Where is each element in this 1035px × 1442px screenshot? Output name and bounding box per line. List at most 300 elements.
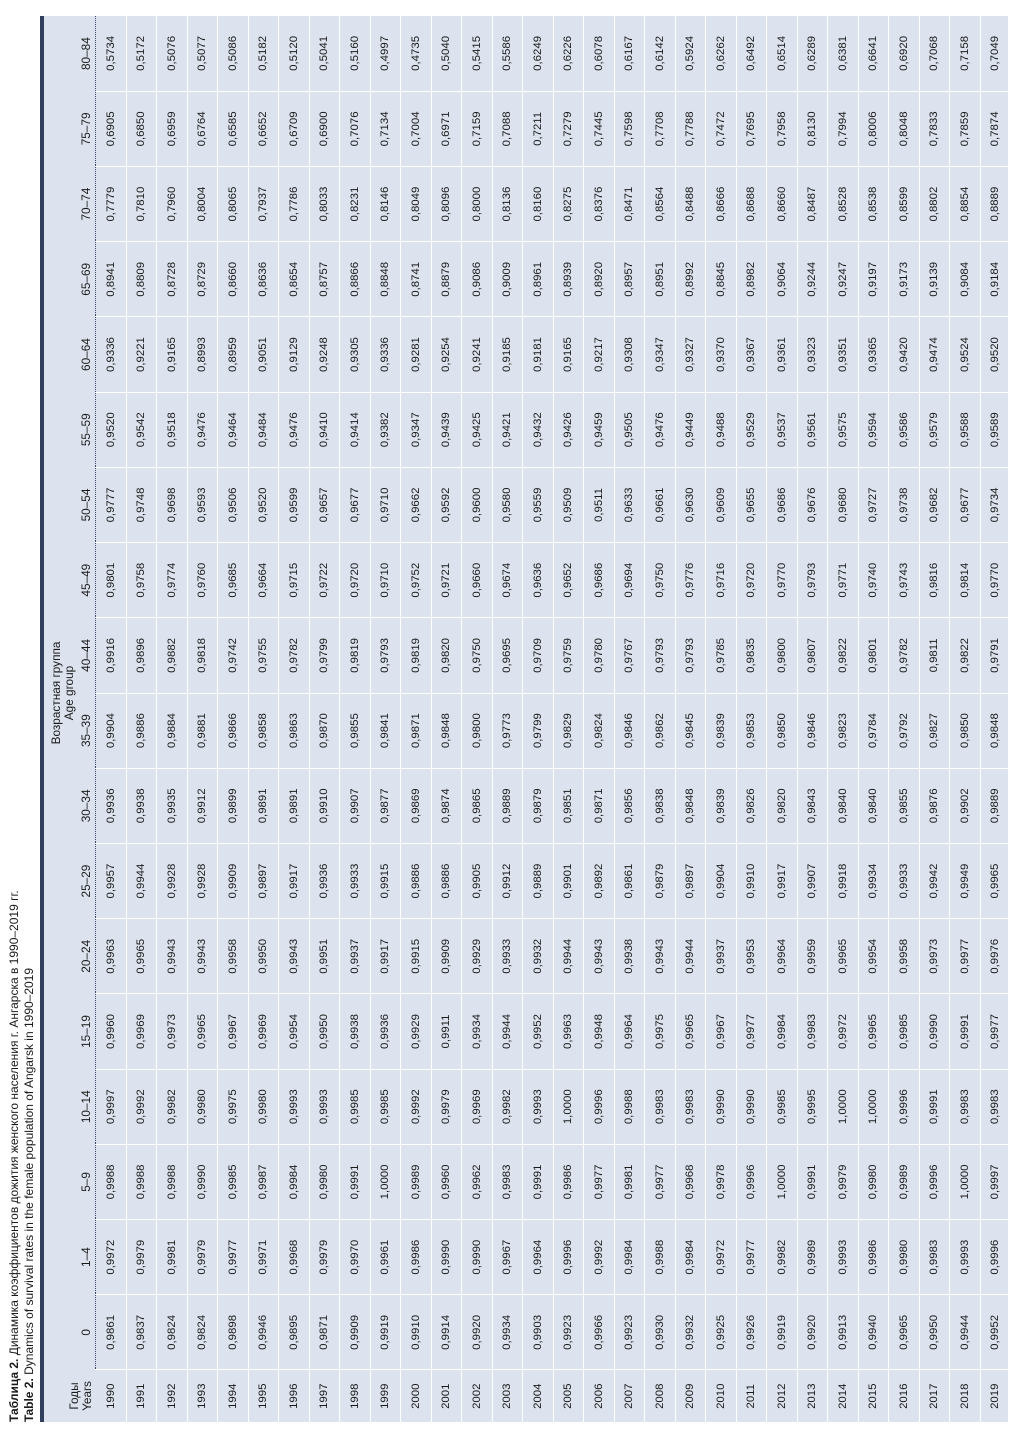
survival-rate-cell: 0,9869	[401, 768, 432, 843]
survival-rate-cell: 0,9938	[126, 768, 157, 843]
survival-rate-cell: 0,6764	[187, 91, 218, 166]
year-cell: 1990	[96, 1370, 127, 1422]
table-caption-en	[22, 968, 36, 1422]
survival-rate-cell: 0,9946	[248, 1295, 279, 1370]
survival-rate-cell: 0,9990	[187, 1144, 218, 1219]
survival-rate-cell: 0,7937	[248, 167, 279, 242]
survival-rate-cell: 0,9936	[96, 768, 127, 843]
survival-rate-cell: 0,9977	[218, 1220, 249, 1295]
survival-rate-cell: 0,9826	[736, 768, 767, 843]
survival-rate-cell: 0,9837	[126, 1295, 157, 1370]
survival-rate-cell: 0,9979	[187, 1220, 218, 1295]
year-cell: 2014	[828, 1370, 859, 1422]
survival-rate-cell: 0,9929	[401, 994, 432, 1069]
survival-rate-cell: 0,6585	[218, 91, 249, 166]
survival-rate-cell: 0,9990	[736, 1069, 767, 1144]
survival-rate-cell: 0,9997	[980, 1144, 1011, 1219]
survival-rate-cell: 0,9734	[980, 467, 1011, 542]
survival-rate-cell: 0,9780	[584, 618, 615, 693]
survival-rate-cell: 0,9051	[248, 317, 279, 392]
survival-rate-cell: 0,9950	[309, 994, 340, 1069]
survival-rate-cell: 0,9773	[492, 693, 523, 768]
survival-rate-cell: 0,9586	[889, 392, 920, 467]
survival-rate-cell: 0,9991	[523, 1144, 554, 1219]
survival-rate-cell: 0,9710	[370, 467, 401, 542]
survival-rate-cell: 0,9848	[431, 693, 462, 768]
survival-rate-cell: 0,9962	[462, 1144, 493, 1219]
year-cell: 2002	[462, 1370, 493, 1422]
survival-rate-cell: 0,9770	[767, 543, 798, 618]
survival-rate-cell: 0,9989	[797, 1220, 828, 1295]
survival-rate-cell: 0,9967	[706, 994, 737, 1069]
survival-rate-cell: 0,9963	[553, 994, 584, 1069]
survival-rate-cell: 0,9988	[157, 1144, 188, 1219]
survival-rate-cell: 0,6249	[523, 16, 554, 91]
survival-rate-cell: 0,8006	[858, 91, 889, 166]
survival-rate-cell: 0,9785	[706, 618, 737, 693]
survival-rate-cell: 0,9990	[462, 1220, 493, 1295]
survival-rate-cell: 0,7279	[553, 91, 584, 166]
survival-rate-cell: 0,9721	[431, 543, 462, 618]
survival-rate-cell: 0,9940	[858, 1295, 889, 1370]
survival-rate-cell: 0,7958	[767, 91, 798, 166]
survival-rate-cell: 0,9991	[797, 1144, 828, 1219]
survival-rate-cell: 0,8941	[96, 242, 127, 317]
survival-rate-cell: 0,9561	[797, 392, 828, 467]
survival-rate-cell: 0,9758	[126, 543, 157, 618]
year-cell: 1992	[157, 1370, 188, 1422]
survival-rate-cell: 0,9952	[980, 1295, 1011, 1370]
survival-rate-cell: 0,9965	[126, 919, 157, 994]
survival-rate-cell: 0,9848	[980, 693, 1011, 768]
age-group-col-header: 20–24	[77, 919, 96, 994]
table-row	[980, 16, 1011, 1422]
survival-rate-cell: 0,9983	[950, 1069, 981, 1144]
survival-rate-cell: 0,9933	[340, 843, 371, 918]
survival-rate-cell: 0,9925	[706, 1295, 737, 1370]
survival-rate-cell: 0,9969	[126, 994, 157, 1069]
table-row	[370, 16, 401, 1422]
survival-rate-cell: 0,9987	[248, 1144, 279, 1219]
table-row	[858, 16, 889, 1422]
survival-rate-cell: 0,8376	[584, 167, 615, 242]
survival-rate-cell: 0,9524	[950, 317, 981, 392]
age-group-header-en: Age group	[62, 665, 76, 721]
survival-rate-cell: 0,9979	[309, 1220, 340, 1295]
survival-rate-cell: 0,9863	[279, 693, 310, 768]
survival-rate-cell: 0,6514	[767, 16, 798, 91]
survival-rate-cell: 0,9410	[309, 392, 340, 467]
survival-rate-cell: 0,8961	[523, 242, 554, 317]
survival-rate-cell: 0,6078	[584, 16, 615, 91]
survival-rate-cell: 0,9633	[614, 467, 645, 542]
survival-rate-cell: 0,9986	[401, 1220, 432, 1295]
caption-ru-label: Таблица 2.	[7, 1358, 21, 1422]
survival-rate-cell: 0,9996	[919, 1144, 950, 1219]
survival-rate-cell: 0,9520	[248, 467, 279, 542]
survival-rate-cell: 1,0000	[553, 1069, 584, 1144]
table-row	[279, 16, 310, 1422]
survival-rate-cell: 0,9876	[919, 768, 950, 843]
survival-rate-cell: 0,9996	[889, 1069, 920, 1144]
survival-rate-cell: 0,9965	[828, 919, 859, 994]
table-row	[828, 16, 859, 1422]
survival-rate-cell: 0,9281	[401, 317, 432, 392]
year-cell: 2003	[492, 1370, 523, 1422]
survival-rate-cell: 0,5041	[309, 16, 340, 91]
survival-rate-cell: 0,9967	[492, 1220, 523, 1295]
survival-rate-cell: 0,9988	[645, 1220, 676, 1295]
survival-rate-cell: 0,5160	[340, 16, 371, 91]
survival-rate-cell: 0,5086	[218, 16, 249, 91]
survival-rate-cell: 0,9793	[645, 618, 676, 693]
survival-rate-cell: 0,9820	[431, 618, 462, 693]
survival-rate-cell: 0,9938	[614, 919, 645, 994]
survival-rate-cell: 0,9884	[157, 693, 188, 768]
year-cell: 2011	[736, 1370, 767, 1422]
survival-rate-cell: 0,9965	[675, 994, 706, 1069]
survival-rate-cell: 0,8957	[614, 242, 645, 317]
survival-rate-cell: 0,9961	[370, 1220, 401, 1295]
survival-rate-cell: 0,8471	[614, 167, 645, 242]
survival-rate-cell: 0,9919	[767, 1295, 798, 1370]
survival-rate-cell: 0,9748	[126, 467, 157, 542]
survival-rate-cell: 0,8049	[401, 167, 432, 242]
survival-rate-cell: 0,9975	[645, 994, 676, 1069]
survival-rate-cell: 0,9685	[218, 543, 249, 618]
survival-rate-cell: 0,9954	[279, 994, 310, 1069]
survival-rate-cell: 0,8741	[401, 242, 432, 317]
survival-rate-cell: 0,9881	[187, 693, 218, 768]
year-cell: 2000	[401, 1370, 432, 1422]
survival-rate-cell: 0,4735	[401, 16, 432, 91]
survival-rate-cell: 0,9822	[950, 618, 981, 693]
survival-rate-cell: 0,9818	[187, 618, 218, 693]
survival-rate-cell: 0,9969	[248, 994, 279, 1069]
table-row	[767, 16, 798, 1422]
survival-rate-cell: 0,9686	[584, 543, 615, 618]
year-cell: 1997	[309, 1370, 340, 1422]
survival-rate-cell: 0,9993	[309, 1069, 340, 1144]
year-cell: 1993	[187, 1370, 218, 1422]
survival-rate-cell: 0,9990	[431, 1220, 462, 1295]
survival-rate-cell: 0,9750	[462, 618, 493, 693]
survival-rate-cell: 0,9929	[462, 919, 493, 994]
age-group-header-ru: Возрастная группа	[49, 641, 63, 745]
survival-rate-cell: 0,9996	[584, 1069, 615, 1144]
year-cell: 1998	[340, 1370, 371, 1422]
survival-rate-cell: 0,9932	[675, 1295, 706, 1370]
survival-rate-cell: 0,9838	[645, 768, 676, 843]
year-cell: 2010	[706, 1370, 737, 1422]
survival-rate-cell: 0,8654	[279, 242, 310, 317]
year-cell: 2019	[980, 1370, 1011, 1422]
survival-table-container	[40, 16, 1008, 1422]
survival-rate-cell: 0,9983	[675, 1069, 706, 1144]
survival-rate-cell: 0,9720	[736, 543, 767, 618]
survival-rate-cell: 0,9989	[401, 1144, 432, 1219]
survival-rate-cell: 0,9677	[340, 467, 371, 542]
survival-rate-cell: 0,9593	[187, 467, 218, 542]
survival-rate-cell: 0,9984	[614, 1220, 645, 1295]
survival-rate-cell: 0,9421	[492, 392, 523, 467]
survival-rate-cell: 0,7788	[675, 91, 706, 166]
year-cell: 2006	[584, 1370, 615, 1422]
survival-rate-cell: 0,9676	[797, 467, 828, 542]
survival-rate-cell: 0,9221	[126, 317, 157, 392]
survival-rate-cell: 0,9989	[889, 1144, 920, 1219]
year-cell: 2009	[675, 1370, 706, 1422]
survival-rate-cell: 0,9800	[462, 693, 493, 768]
survival-rate-cell: 0,9892	[584, 843, 615, 918]
survival-rate-cell: 0,9086	[462, 242, 493, 317]
year-cell: 1996	[279, 1370, 310, 1422]
year-cell: 2013	[797, 1370, 828, 1422]
table-row	[584, 16, 615, 1422]
age-group-col-header: 55–59	[77, 392, 96, 467]
survival-rate-cell: 0,9197	[858, 242, 889, 317]
survival-rate-cell: 0,9750	[645, 543, 676, 618]
survival-rate-cell: 0,9600	[462, 467, 493, 542]
survival-rate-cell: 0,9968	[279, 1220, 310, 1295]
survival-rate-cell: 0,9992	[584, 1220, 615, 1295]
survival-rate-cell: 0,9904	[96, 693, 127, 768]
survival-rate-cell: 0,9975	[218, 1069, 249, 1144]
survival-rate-cell: 0,9934	[492, 1295, 523, 1370]
survival-rate-cell: 0,9760	[187, 543, 218, 618]
survival-rate-cell: 0,9912	[492, 843, 523, 918]
survival-rate-cell: 0,5040	[431, 16, 462, 91]
table-caption-ru	[7, 890, 21, 1422]
survival-rate-cell: 0,9909	[218, 843, 249, 918]
survival-rate-cell: 0,6381	[828, 16, 859, 91]
survival-rate-cell: 0,9336	[370, 317, 401, 392]
survival-rate-cell: 0,4997	[370, 16, 401, 91]
survival-rate-cell: 0,9484	[248, 392, 279, 467]
table-row	[309, 16, 340, 1422]
survival-rate-cell: 0,7076	[340, 91, 371, 166]
survival-rate-cell: 1,0000	[767, 1144, 798, 1219]
survival-rate-cell: 0,9874	[431, 768, 462, 843]
survival-rate-cell: 0,8231	[340, 167, 371, 242]
survival-rate-cell: 0,8048	[889, 91, 920, 166]
survival-rate-cell: 0,9977	[736, 994, 767, 1069]
survival-rate-cell: 0,9985	[370, 1069, 401, 1144]
survival-rate-cell: 0,9871	[309, 1295, 340, 1370]
age-group-col-header: 75–79	[77, 91, 96, 166]
survival-rate-cell: 0,9636	[523, 543, 554, 618]
survival-rate-cell: 0,9217	[584, 317, 615, 392]
survival-rate-cell: 0,9923	[553, 1295, 584, 1370]
survival-rate-cell: 0,6920	[889, 16, 920, 91]
survival-rate-cell: 0,7833	[919, 91, 950, 166]
survival-rate-cell: 0,9917	[279, 843, 310, 918]
survival-rate-cell: 0,9846	[797, 693, 828, 768]
survival-rate-cell: 0,5924	[675, 16, 706, 91]
survival-rate-cell: 0,9889	[492, 768, 523, 843]
survival-rate-cell: 0,9843	[797, 768, 828, 843]
survival-rate-cell: 0,8033	[309, 167, 340, 242]
survival-rate-cell: 0,9902	[950, 768, 981, 843]
survival-rate-cell: 0,8939	[553, 242, 584, 317]
survival-rate-cell: 0,9979	[828, 1144, 859, 1219]
survival-rate-cell: 0,9819	[340, 618, 371, 693]
survival-rate-cell: 0,7960	[157, 167, 188, 242]
survival-rate-cell: 0,9976	[980, 919, 1011, 994]
survival-rate-cell: 0,9973	[157, 994, 188, 1069]
survival-rate-cell: 0,8275	[553, 167, 584, 242]
survival-rate-cell: 0,9960	[431, 1144, 462, 1219]
age-group-col-header: 25–29	[77, 843, 96, 918]
survival-rate-cell: 0,9977	[584, 1144, 615, 1219]
age-group-row	[77, 16, 96, 1422]
survival-rate-cell: 0,9891	[279, 768, 310, 843]
survival-rate-cell: 0,7779	[96, 167, 127, 242]
survival-rate-cell: 0,9771	[828, 543, 859, 618]
survival-rate-cell: 0,9993	[828, 1220, 859, 1295]
survival-rate-cell: 0,8487	[797, 167, 828, 242]
year-cell: 2004	[523, 1370, 554, 1422]
survival-rate-cell: 0,9891	[248, 768, 279, 843]
survival-rate-cell: 0,9969	[462, 1069, 493, 1144]
table-row	[187, 16, 218, 1422]
survival-rate-cell: 0,9752	[401, 543, 432, 618]
survival-rate-cell: 0,9990	[919, 994, 950, 1069]
survival-rate-cell: 0,9829	[553, 693, 584, 768]
survival-rate-cell: 0,9793	[370, 618, 401, 693]
survival-rate-cell: 0,9980	[889, 1220, 920, 1295]
survival-rate-cell: 0,9459	[584, 392, 615, 467]
survival-rate-cell: 0,9928	[187, 843, 218, 918]
survival-rate-cell: 0,9248	[309, 317, 340, 392]
survival-rate-cell: 0,9923	[614, 1295, 645, 1370]
survival-rate-cell: 0,6142	[645, 16, 676, 91]
survival-rate-cell: 0,9784	[858, 693, 889, 768]
survival-rate-cell: 0,8488	[675, 167, 706, 242]
survival-rate-cell: 0,9988	[614, 1069, 645, 1144]
survival-rate-cell: 0,9511	[584, 467, 615, 542]
survival-rate-cell: 0,9589	[980, 392, 1011, 467]
survival-rate-cell: 0,8538	[858, 167, 889, 242]
table-row	[492, 16, 523, 1422]
survival-rate-cell: 0,5182	[248, 16, 279, 91]
age-group-col-header: 10–14	[77, 1069, 96, 1144]
survival-rate-cell: 0,9948	[584, 994, 615, 1069]
survival-rate-cell: 0,8160	[523, 167, 554, 242]
caption-en-label: Table 2.	[22, 1378, 36, 1422]
survival-rate-cell: 0,5586	[492, 16, 523, 91]
age-group-col-header: 5–9	[77, 1144, 96, 1219]
survival-rate-cell: 0,9505	[614, 392, 645, 467]
survival-rate-cell: 0,6167	[614, 16, 645, 91]
survival-rate-cell: 0,7134	[370, 91, 401, 166]
survival-rate-cell: 0,9970	[340, 1220, 371, 1295]
survival-rate-cell: 0,9652	[553, 543, 584, 618]
table-row	[157, 16, 188, 1422]
survival-rate-cell: 0,8660	[767, 167, 798, 242]
survival-rate-cell: 0,9630	[675, 467, 706, 542]
survival-rate-cell: 0,9743	[889, 543, 920, 618]
survival-rate-cell: 0,7049	[980, 16, 1011, 91]
survival-rate-cell: 0,9984	[675, 1220, 706, 1295]
survival-rate-cell: 0,9799	[523, 693, 554, 768]
survival-rate-cell: 0,9824	[157, 1295, 188, 1370]
survival-rate-cell: 0,5120	[279, 16, 310, 91]
survival-rate-cell: 0,9865	[462, 768, 493, 843]
survival-rate-cell: 0,9254	[431, 317, 462, 392]
survival-rate-cell: 0,9988	[126, 1144, 157, 1219]
survival-rate-cell: 0,9909	[431, 919, 462, 994]
survival-rate-cell: 0,9184	[980, 242, 1011, 317]
survival-rate-cell: 0,9943	[157, 919, 188, 994]
survival-rate-cell: 0,7088	[492, 91, 523, 166]
survival-rate-cell: 0,9995	[797, 1069, 828, 1144]
survival-rate-cell: 0,9944	[950, 1295, 981, 1370]
survival-rate-cell: 0,9968	[675, 1144, 706, 1219]
survival-rate-cell: 0,9951	[309, 919, 340, 994]
survival-rate-cell: 0,9980	[187, 1069, 218, 1144]
survival-rate-cell: 1,0000	[950, 1144, 981, 1219]
survival-rate-cell: 0,9943	[279, 919, 310, 994]
survival-rate-cell: 0,9811	[919, 618, 950, 693]
survival-rate-cell: 0,9909	[340, 1295, 371, 1370]
survival-rate-cell: 0,9351	[828, 317, 859, 392]
table-row	[96, 16, 127, 1422]
survival-rate-cell: 0,9361	[767, 317, 798, 392]
survival-rate-cell: 0,9910	[736, 843, 767, 918]
survival-rate-cell: 0,9896	[126, 618, 157, 693]
survival-rate-cell: 1,0000	[370, 1144, 401, 1219]
survival-rate-cell: 0,9181	[523, 317, 554, 392]
survival-rate-cell: 0,9871	[584, 768, 615, 843]
survival-rate-cell: 0,9824	[584, 693, 615, 768]
survival-rate-cell: 0,9839	[706, 768, 737, 843]
age-group-col-header: 30–34	[77, 768, 96, 843]
survival-rate-cell: 0,9727	[858, 467, 889, 542]
survival-rate-cell: 0,9853	[736, 693, 767, 768]
survival-rate-cell: 0,9575	[828, 392, 859, 467]
survival-rate-cell: 0,9793	[797, 543, 828, 618]
survival-rate-cell: 0,9129	[279, 317, 310, 392]
survival-rate-cell: 0,9655	[736, 467, 767, 542]
survival-rate-cell: 0,8728	[157, 242, 188, 317]
survival-rate-cell: 0,9889	[523, 843, 554, 918]
survival-rate-cell: 0,9934	[462, 994, 493, 1069]
survival-rate-cell: 0,9949	[950, 843, 981, 918]
table-row	[797, 16, 828, 1422]
survival-rate-cell: 0,9420	[889, 317, 920, 392]
survival-rate-cell: 0,8004	[187, 167, 218, 242]
survival-rate-cell: 0,9980	[309, 1144, 340, 1219]
survival-rate-cell: 0,9926	[736, 1295, 767, 1370]
table-row	[126, 16, 157, 1422]
survival-rate-cell: 0,9990	[706, 1069, 737, 1144]
survival-rate-cell: 0,8845	[706, 242, 737, 317]
survival-rate-cell: 0,9950	[248, 919, 279, 994]
survival-rate-cell: 0,9426	[553, 392, 584, 467]
survival-rate-cell: 0,9347	[645, 317, 676, 392]
survival-rate-cell: 0,9800	[767, 618, 798, 693]
survival-rate-cell: 0,9370	[706, 317, 737, 392]
survival-rate-cell: 0,9848	[675, 768, 706, 843]
survival-rate-cell: 0,9449	[675, 392, 706, 467]
survival-rate-cell: 0,9918	[828, 843, 859, 918]
survival-rate-cell: 0,7472	[706, 91, 737, 166]
survival-rate-cell: 0,9767	[614, 618, 645, 693]
survival-rate-cell: 0,9139	[919, 242, 950, 317]
survival-rate-cell: 0,9886	[126, 693, 157, 768]
survival-rate-cell: 0,9895	[279, 1295, 310, 1370]
